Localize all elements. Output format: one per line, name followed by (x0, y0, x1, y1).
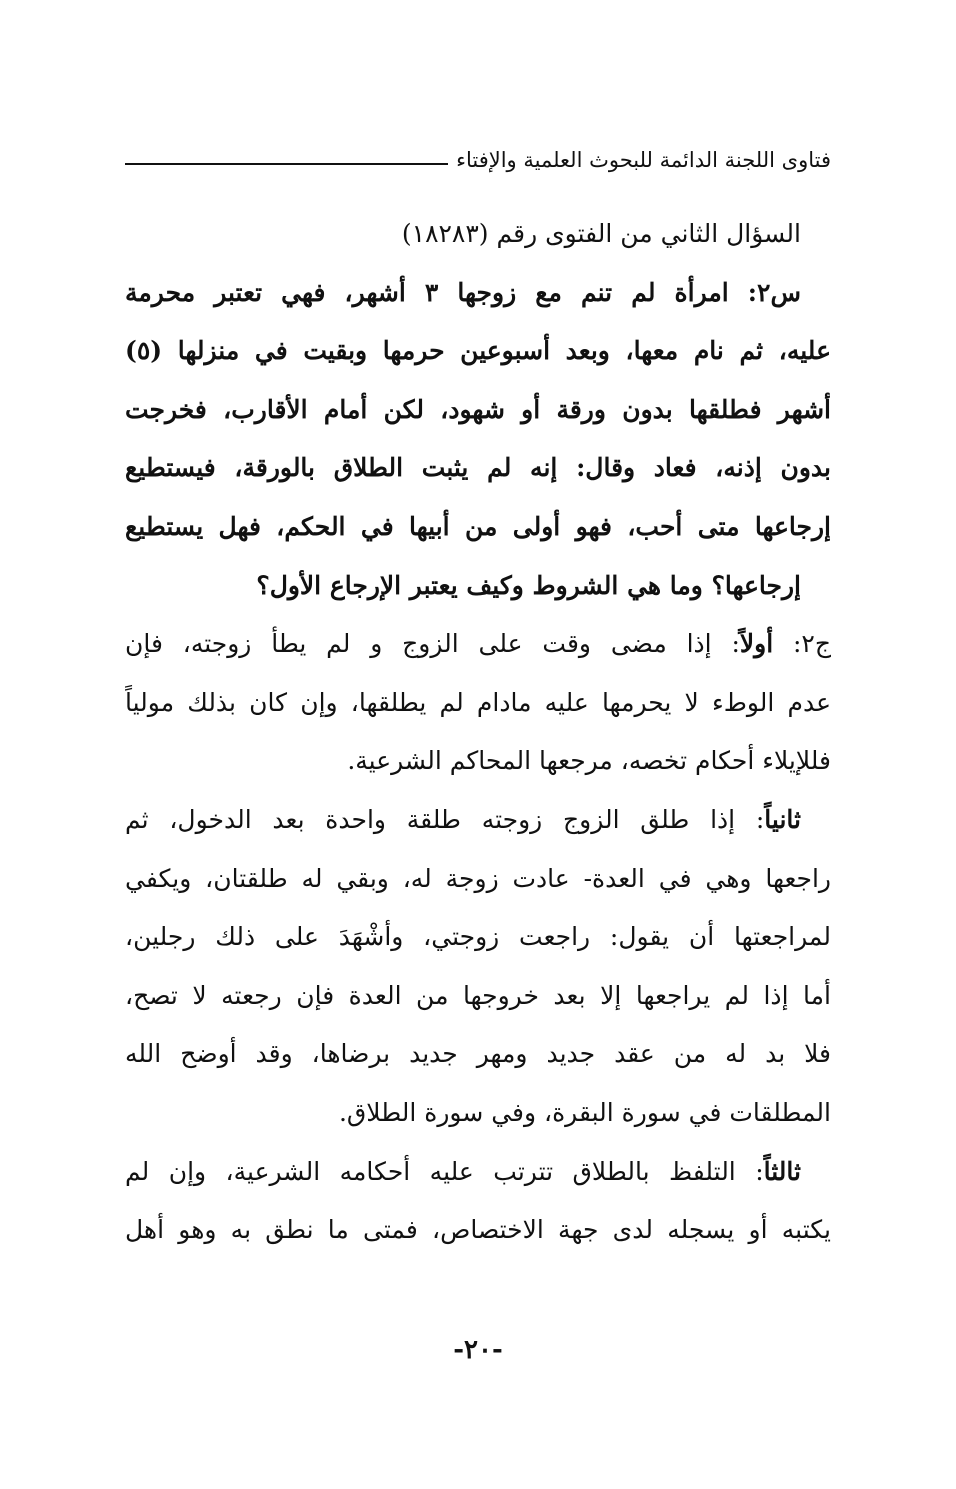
answer-line: راجعها وهي في العدة- عادت زوجة له، وبقي له طلقتان، ويكفي (125, 863, 831, 893)
header-rule (125, 163, 448, 165)
question-line: عليه، ثم نام معها، وبعد أسبوعين حرمها وبقيت في منزلها (٥) (125, 336, 831, 366)
point-label: ثالثاً (763, 1156, 801, 1186)
answer-line: فللإيلاء أحكام تخصه، مرجعها المحاكم الشرعية. (347, 746, 831, 776)
answer-second-point (125, 791, 831, 1143)
answer-third-point (125, 1143, 831, 1260)
answer-line: يكتبه أو يسجله لدى جهة الاختصاص، فمتى ما نطق به وهو أهل (125, 1215, 831, 1245)
answer-text: : إذا مضى وقت على الزوج و لم يطأ زوجته، فإن (125, 629, 740, 659)
answer-line: لمراجعتها أن يقول: راجعت زوجتي، وأشْهَدَ على ذلك رجلين، (125, 922, 831, 952)
point-label: أولاً (739, 629, 774, 659)
question-line: أشهر فطلقها بدون ورقة أو شهود، لكن أمام الأقارب، فخرجت (125, 394, 831, 424)
answer-line: المطلقات في سورة البقرة، وفي سورة الطلاق. (338, 1097, 831, 1127)
answer-line: عدم الوطء لا يحرمها عليه مادام لم يطلقها، وإن كان بذلك مولياً (125, 687, 831, 717)
header-title: فتاوى اللجنة الدائمة للبحوث العلمية والإفتاء (456, 148, 831, 172)
fatwa-reference: السؤال الثاني من الفتوى رقم (١٨٢٨٣) (401, 219, 801, 248)
answer-line (125, 791, 831, 850)
answer-line (125, 615, 831, 674)
answer-line: فلا بد له من عقد جديد ومهر جديد برضاها، وقد أوضح الله (125, 1039, 831, 1069)
answer-text: : إذا طلق الزوج زوجته طلقة واحدة بعد الدخول، ثم (125, 804, 765, 834)
question-line: إرجاعها متى أحب، فهو أولى من أبيها في الحكم، فهل يستطيع (125, 511, 831, 541)
question-line: س٢: امرأة لم تنم مع زوجها ٣ أشهر، فهي تعتبر محرمة (125, 277, 801, 307)
page-content (125, 205, 831, 1260)
page-number: -٢٠- (453, 1335, 503, 1365)
answer-line (125, 1143, 831, 1202)
answer-text: : التلفظ بالطلاق تترتب عليه أحكامه الشرعية، وإن لم (125, 1156, 764, 1186)
answer-line: أما إذا لم يراجعها إلا بعد خروجها من العدة فإن رجعته لا تصح، (125, 980, 831, 1010)
answer-first-point (125, 615, 831, 791)
point-label: ثانياً (764, 804, 801, 834)
running-header (125, 143, 831, 177)
question-line: بدون إذنه، فعاد وقال: إنه لم يثبت الطلاق بالورقة، فيستطيع (125, 453, 831, 483)
answer-prefix: ج٢: (773, 629, 831, 659)
question-block (125, 264, 831, 616)
question-line: إرجاعها؟ وما هي الشروط وكيف يعتبر الإرجاع الأول؟ (256, 570, 801, 600)
